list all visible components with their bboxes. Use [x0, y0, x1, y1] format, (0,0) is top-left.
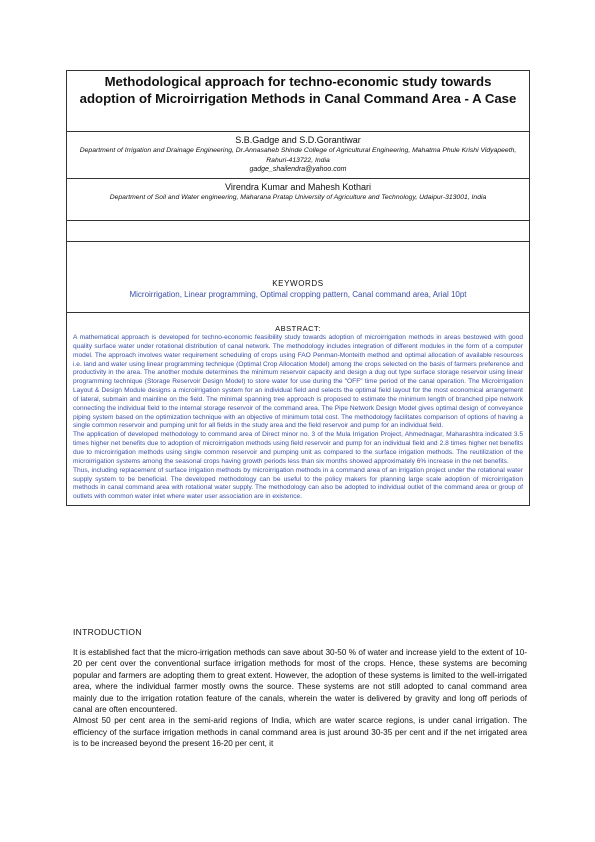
empty-row	[67, 221, 529, 242]
author-email: gadge_shailendra@yahoo.com	[249, 166, 347, 173]
introduction-paragraph: It is established fact that the micro-irrigation methods can save about 30-50 % of water and increase yield to the extent of 10-20 per cent over the conventional surface irrigation methods for most of the crops. Hence, these systems are becoming popular and farmers are adopting them to great extent. However, the adoption of these systems is limited to the well-irrigated area, where the individual farmer mostly owns the source. These systems are not still adopted to canal command area mainly due to the irrigation rotation feature of the canals, wherein the water is delivered by gravity and long off periods of canal are often encountered.	[73, 648, 527, 715]
keywords-heading: KEYWORDS	[272, 279, 324, 288]
authors-block-2	[67, 179, 529, 221]
affiliation-2: Department of Soil and Water engineering, Maharana Pratap University of Agriculture and Technology, Udaipur-313001, India	[109, 194, 487, 201]
authors-block-1	[67, 132, 529, 179]
introduction-heading: INTRODUCTION	[73, 627, 142, 637]
introduction-body	[73, 647, 527, 750]
author-names-1: S.B.Gadge and S.D.Gorantiwar	[235, 135, 361, 145]
abstract-paragraph: Thus, including replacement of surface irrigation methods by microirrigation methods in a command area of an irrigation project under the rotational water supply system to be beneficial. The developed methodology can be useful to the policy makers for planning large scale adoption of microirrigation methods in canal command area with rotational water supply. The methodology can also be adopted to individual outlet of the command area or group of outlets with common water inlet where water user association are in existence.	[73, 466, 523, 501]
abstract-paragraph: A mathematical approach is developed for techno-economic feasibility study towards adoption of microirrigation methods in areas bestowed with good quality surface water under rotational distribution of canal network. The methodology includes integration of different modules in the form of a computer model. The approach involves water requirement scheduling of crops using FAO Penman-Monteith method and optimal allocation of available resources i.e. land and water using linear programming technique (Optimal Crop Allocation Model) among the crops selected on the basis of farmers preference and productivity in the area. The another module determines the minimum reservoir capacity and design a dug out type surface storage reservoir using linear programming technique (Storage Reservoir Design Model) to store water for use during the "OFF" time period of the canal operation. The Microirrigation Layout & Design Module designs a microirrigation system for an individual field and selects the optimal field layout for the most economical arrangement of lateral, submain and mainline on the field. The minimal spanning tree approach is proposed to estimate the minimum length of branched pipe network connecting the individual field to the internal storage reservoir of the command area. The Pipe Network Design Model gives optimal design of conveyance piping system based on the optimization technique with an objective of minimum total cost. The methodology facilitates comparison of options of having a single common reservoir and pumping unit for all fields in the study area and the field reservoir and pump for an individual field.	[73, 334, 523, 430]
paper-title: Methodological approach for techno-economic study towards adoption of Microirrigation Methods in Canal Command Area - A Case	[79, 74, 517, 106]
introduction-paragraph: Almost 50 per cent area in the semi-arid regions of India, which are water scarce regions, is under canal irrigation. The efficiency of the surface irrigation methods in canal command area is just around 30-35 per cent and if the net irrigated area is to be increased beyond the present 16-20 per cent, it	[73, 716, 527, 749]
affiliation-1: Department of Irrigation and Drainage Engineering, Dr.Annasaheb Shinde College of Agricultural Engineering, Mahatma Phule Krishi Vidyapeeth, Rahuri-413722, India	[79, 147, 517, 164]
keywords-cell	[67, 242, 529, 313]
keywords-text: Microirrigation, Linear programming, Optimal cropping pattern, Canal command area, Arial 10pt	[129, 290, 467, 299]
author-names-2: Virendra Kumar and Mahesh Kothari	[225, 182, 371, 192]
header-table	[66, 70, 530, 506]
abstract-heading: ABSTRACT:	[275, 324, 321, 333]
abstract-cell	[67, 313, 529, 505]
title-cell	[67, 71, 529, 132]
abstract-paragraph: The application of developed methodology to command area of Direct minor no. 3 of the Mula Irrigation Project, Ahmednagar, Maharashtra indicated 3.5 times higher net benefits due to adoption of microirrigation methods using field reservoir and pump for an individual field and 2.8 times higher net benefits due to microirrigation methods using single common reservoir and pumping unit as compared to the surface irrigation methods. The reutilization of the microirrigation systems among the seasonal crops having growth periods less than six months showed approximately 6% increase in the net benefits.	[73, 431, 523, 465]
